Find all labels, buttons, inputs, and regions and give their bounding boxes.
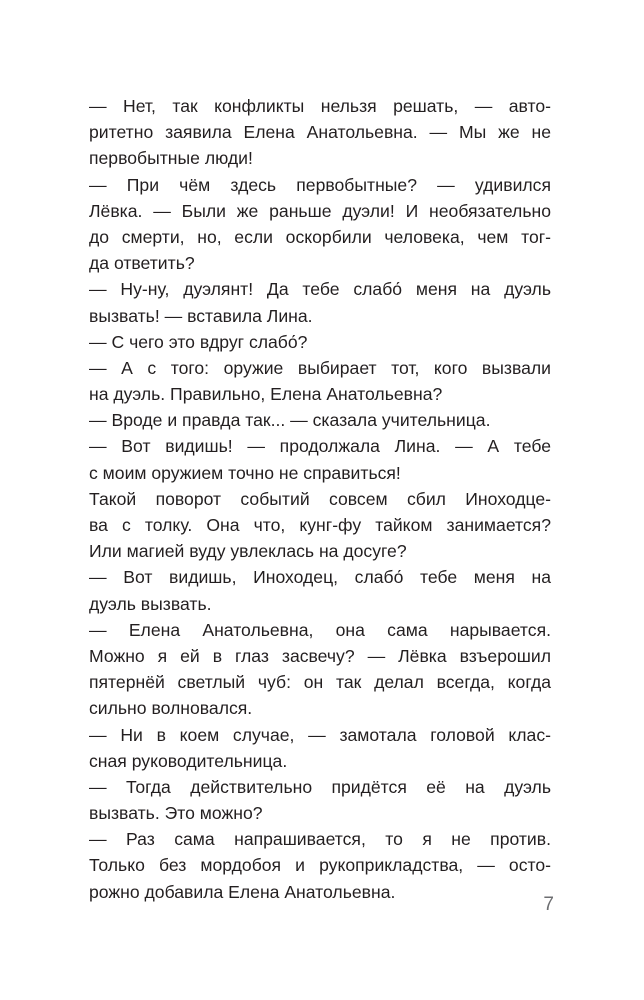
text-line: — Ну-ну, дуэлянт! Да тебе слабо́ меня на дуэль [89, 279, 551, 300]
text-line: на дуэль. Правильно, Елена Анатольевна? [89, 384, 443, 405]
text-line: Или магией вуду увлеклась на досуге? [89, 541, 407, 562]
text-line: ритетно заявила Елена Анатольевна. — Мы же не [89, 122, 551, 143]
text-line: первобытные люди! [89, 148, 253, 169]
text-line: — Вроде и правда так... — сказала учительница. [89, 410, 491, 431]
text-line: вызвать! — вставила Лина. [89, 305, 313, 326]
text-line: Такой поворот событий совсем сбил Иноходце- [89, 488, 551, 509]
text-line: — Ни в коем случае, — замотала головой клас- [89, 724, 551, 745]
text-line: Можно я ей в глаз засвечу? — Лёвка взъерошил [89, 645, 551, 666]
text-line: пятернёй светлый чуб: он так делал всегда, когда [89, 672, 551, 693]
text-line: — Нет, так конфликты нельзя решать, — авто- [89, 96, 551, 116]
text-line: сильно волновался. [89, 698, 253, 719]
text-line: Только без мордобоя и рукоприкладства, — осто- [89, 855, 551, 876]
text-line: ва с толку. Она что, кунг-фу тайком занимается? [89, 515, 551, 535]
text-line: — При чём здесь первобытные? — удивился [89, 174, 551, 195]
text-line: до смерти, но, если оскорбили человека, чем тог- [89, 226, 551, 247]
body-text [89, 93, 551, 905]
text-line: — Вот видишь, Иноходец, слабо́ тебе меня на [89, 567, 551, 588]
text-line: — А с того: оружие выбирает тот, кого вызвали [89, 357, 551, 378]
text-line: — Тогда действительно придётся её на дуэль [89, 776, 551, 797]
text-line: — С чего это вдруг слабо́? [89, 331, 308, 352]
text-line: рожно добавила Елена Анатольевна. [89, 881, 396, 902]
text-line: — Вот видишь! — продолжала Лина. — А тебе [89, 436, 551, 457]
text-line: — Елена Анатольевна, она сама нарывается. [89, 619, 551, 640]
text-line: дуэль вызвать. [89, 593, 212, 614]
text-line: — Раз сама напрашивается, то я не против. [89, 829, 551, 850]
text-line: Лёвка. — Были же раньше дуэли! И необязательно [89, 200, 551, 221]
text-line: вызвать. Это можно? [89, 803, 263, 824]
text-line: сная руководительница. [89, 750, 288, 771]
text-line: с моим оружием точно не справиться! [89, 462, 401, 483]
page-number: 7 [543, 894, 554, 915]
text-line: да ответить? [89, 253, 195, 274]
